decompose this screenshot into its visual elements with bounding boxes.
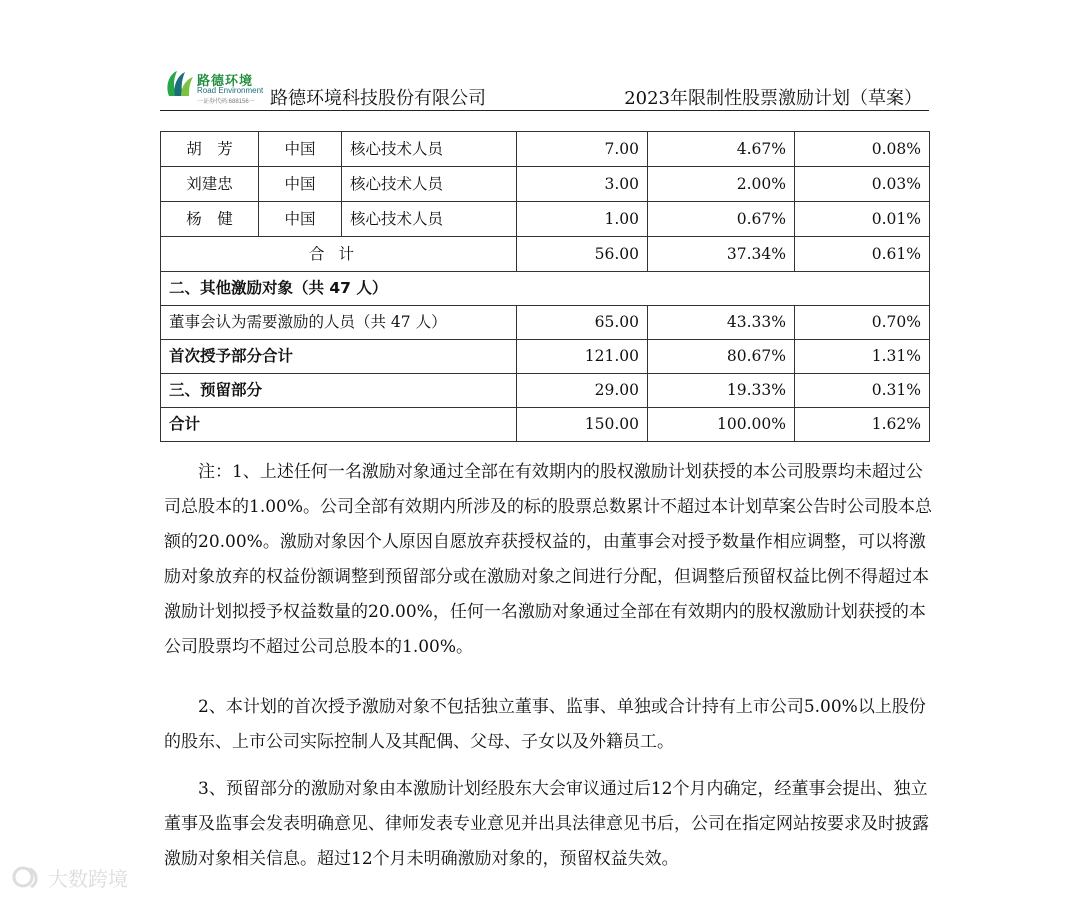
logo-stock-code: 一证券代码:688156一 — [197, 99, 255, 105]
cell-name: 胡 芳 — [161, 132, 259, 167]
first-grant-shares: 121.00 — [517, 340, 648, 374]
first-grant-label: 首次授予部分合计 — [161, 340, 517, 374]
others-label: 董事会认为需要激励的人员（共 47 人） — [161, 306, 517, 340]
reserved-shares: 29.00 — [517, 374, 648, 408]
others-shares: 65.00 — [517, 306, 648, 340]
cell-nationality: 中国 — [259, 167, 342, 202]
note-1-text: 注：1、上述任何一名激励对象通过全部在有效期内的股权激励计划获授的本公司股票均未超过公司总股本的1.00%。公司全部有效期内所涉及的标的股票总数累计不超过本计划草案公告时公司股本总额的20.00%。激励对象因个人原因自愿放弃获授权益的，由董事会对授予数量作相应调整，可以将激励对象放弃的权益份额调整到预留部分或在激励对象之间进行分配，但调整后预留权益比例不得超过本激励计划拟授予权益数量的20.00%，任何一名激励对象通过全部在有效期内的股权激励计划获授的本公司股票均不超过公司总股本的1.00%。 — [164, 462, 933, 657]
total-pct-capital: 1.62% — [795, 408, 930, 442]
total-label: 合计 — [161, 408, 517, 442]
cell-shares: 7.00 — [517, 132, 648, 167]
cell-pct-capital: 0.03% — [795, 167, 930, 202]
total-pct-grant: 100.00% — [648, 408, 795, 442]
cell-shares: 1.00 — [517, 202, 648, 237]
cell-nationality: 中国 — [259, 202, 342, 237]
cell-name: 刘建忠 — [161, 167, 259, 202]
subtotal-shares: 56.00 — [517, 237, 648, 272]
subtotal-pct-capital: 0.61% — [795, 237, 930, 272]
cell-role: 核心技术人员 — [342, 132, 517, 167]
watermark-text: 大数跨境 — [48, 866, 128, 891]
table-row — [161, 132, 930, 167]
cell-pct-grant: 4.67% — [648, 132, 795, 167]
cell-name: 杨 健 — [161, 202, 259, 237]
section-heading-row — [161, 272, 930, 306]
others-pct-grant: 43.33% — [648, 306, 795, 340]
reserved-pct-capital: 0.31% — [795, 374, 930, 408]
cell-nationality: 中国 — [259, 132, 342, 167]
logo-name-en: Road Environment — [197, 86, 264, 95]
cell-role: 核心技术人员 — [342, 167, 517, 202]
note-2 — [164, 690, 934, 760]
first-grant-pct-grant: 80.67% — [648, 340, 795, 374]
table-row — [161, 202, 930, 237]
header-divider — [160, 110, 929, 111]
grant-allocation-table — [160, 131, 930, 442]
reserved-row — [161, 374, 930, 408]
logo-name-cn: 路德环境 — [197, 74, 254, 89]
table-row — [161, 167, 930, 202]
logo-mark-icon — [163, 68, 195, 100]
total-shares: 150.00 — [517, 408, 648, 442]
cell-pct-grant: 0.67% — [648, 202, 795, 237]
watermark-logo-icon — [12, 863, 42, 891]
section2-title: 二、其他激励对象（共 47 人） — [161, 272, 930, 306]
reserved-label: 三、预留部分 — [161, 374, 517, 408]
cell-role: 核心技术人员 — [342, 202, 517, 237]
note-3 — [164, 772, 934, 877]
company-logo — [163, 68, 273, 106]
first-grant-row — [161, 340, 930, 374]
cell-pct-capital: 0.01% — [795, 202, 930, 237]
cell-shares: 3.00 — [517, 167, 648, 202]
first-grant-pct-capital: 1.31% — [795, 340, 930, 374]
table-row — [161, 306, 930, 340]
cell-pct-grant: 2.00% — [648, 167, 795, 202]
note-1 — [164, 455, 934, 665]
note-2-text: 2、本计划的首次授予激励对象不包括独立董事、监事、单独或合计持有上市公司5.00%以上股份的股东、上市公司实际控制人及其配偶、父母、子女以及外籍员工。 — [164, 697, 926, 752]
plan-title: 2023年限制性股票激励计划（草案） — [624, 88, 922, 109]
others-pct-capital: 0.70% — [795, 306, 930, 340]
subtotal-row — [161, 237, 930, 272]
subtotal-label: 合计 — [161, 237, 517, 272]
reserved-pct-grant: 19.33% — [648, 374, 795, 408]
note-3-text: 3、预留部分的激励对象由本激励计划经股东大会审议通过后12个月内确定，经董事会提出、独立董事及监事会发表明确意见、律师发表专业意见并出具法律意见书后，公司在指定网站按要求及时披露激励对象相关信息。超过12个月未明确激励对象的，预留权益失效。 — [164, 779, 929, 869]
total-row — [161, 408, 930, 442]
company-name: 路德环境科技股份有限公司 — [270, 88, 486, 109]
watermark — [12, 862, 128, 892]
cell-pct-capital: 0.08% — [795, 132, 930, 167]
subtotal-pct-grant: 37.34% — [648, 237, 795, 272]
